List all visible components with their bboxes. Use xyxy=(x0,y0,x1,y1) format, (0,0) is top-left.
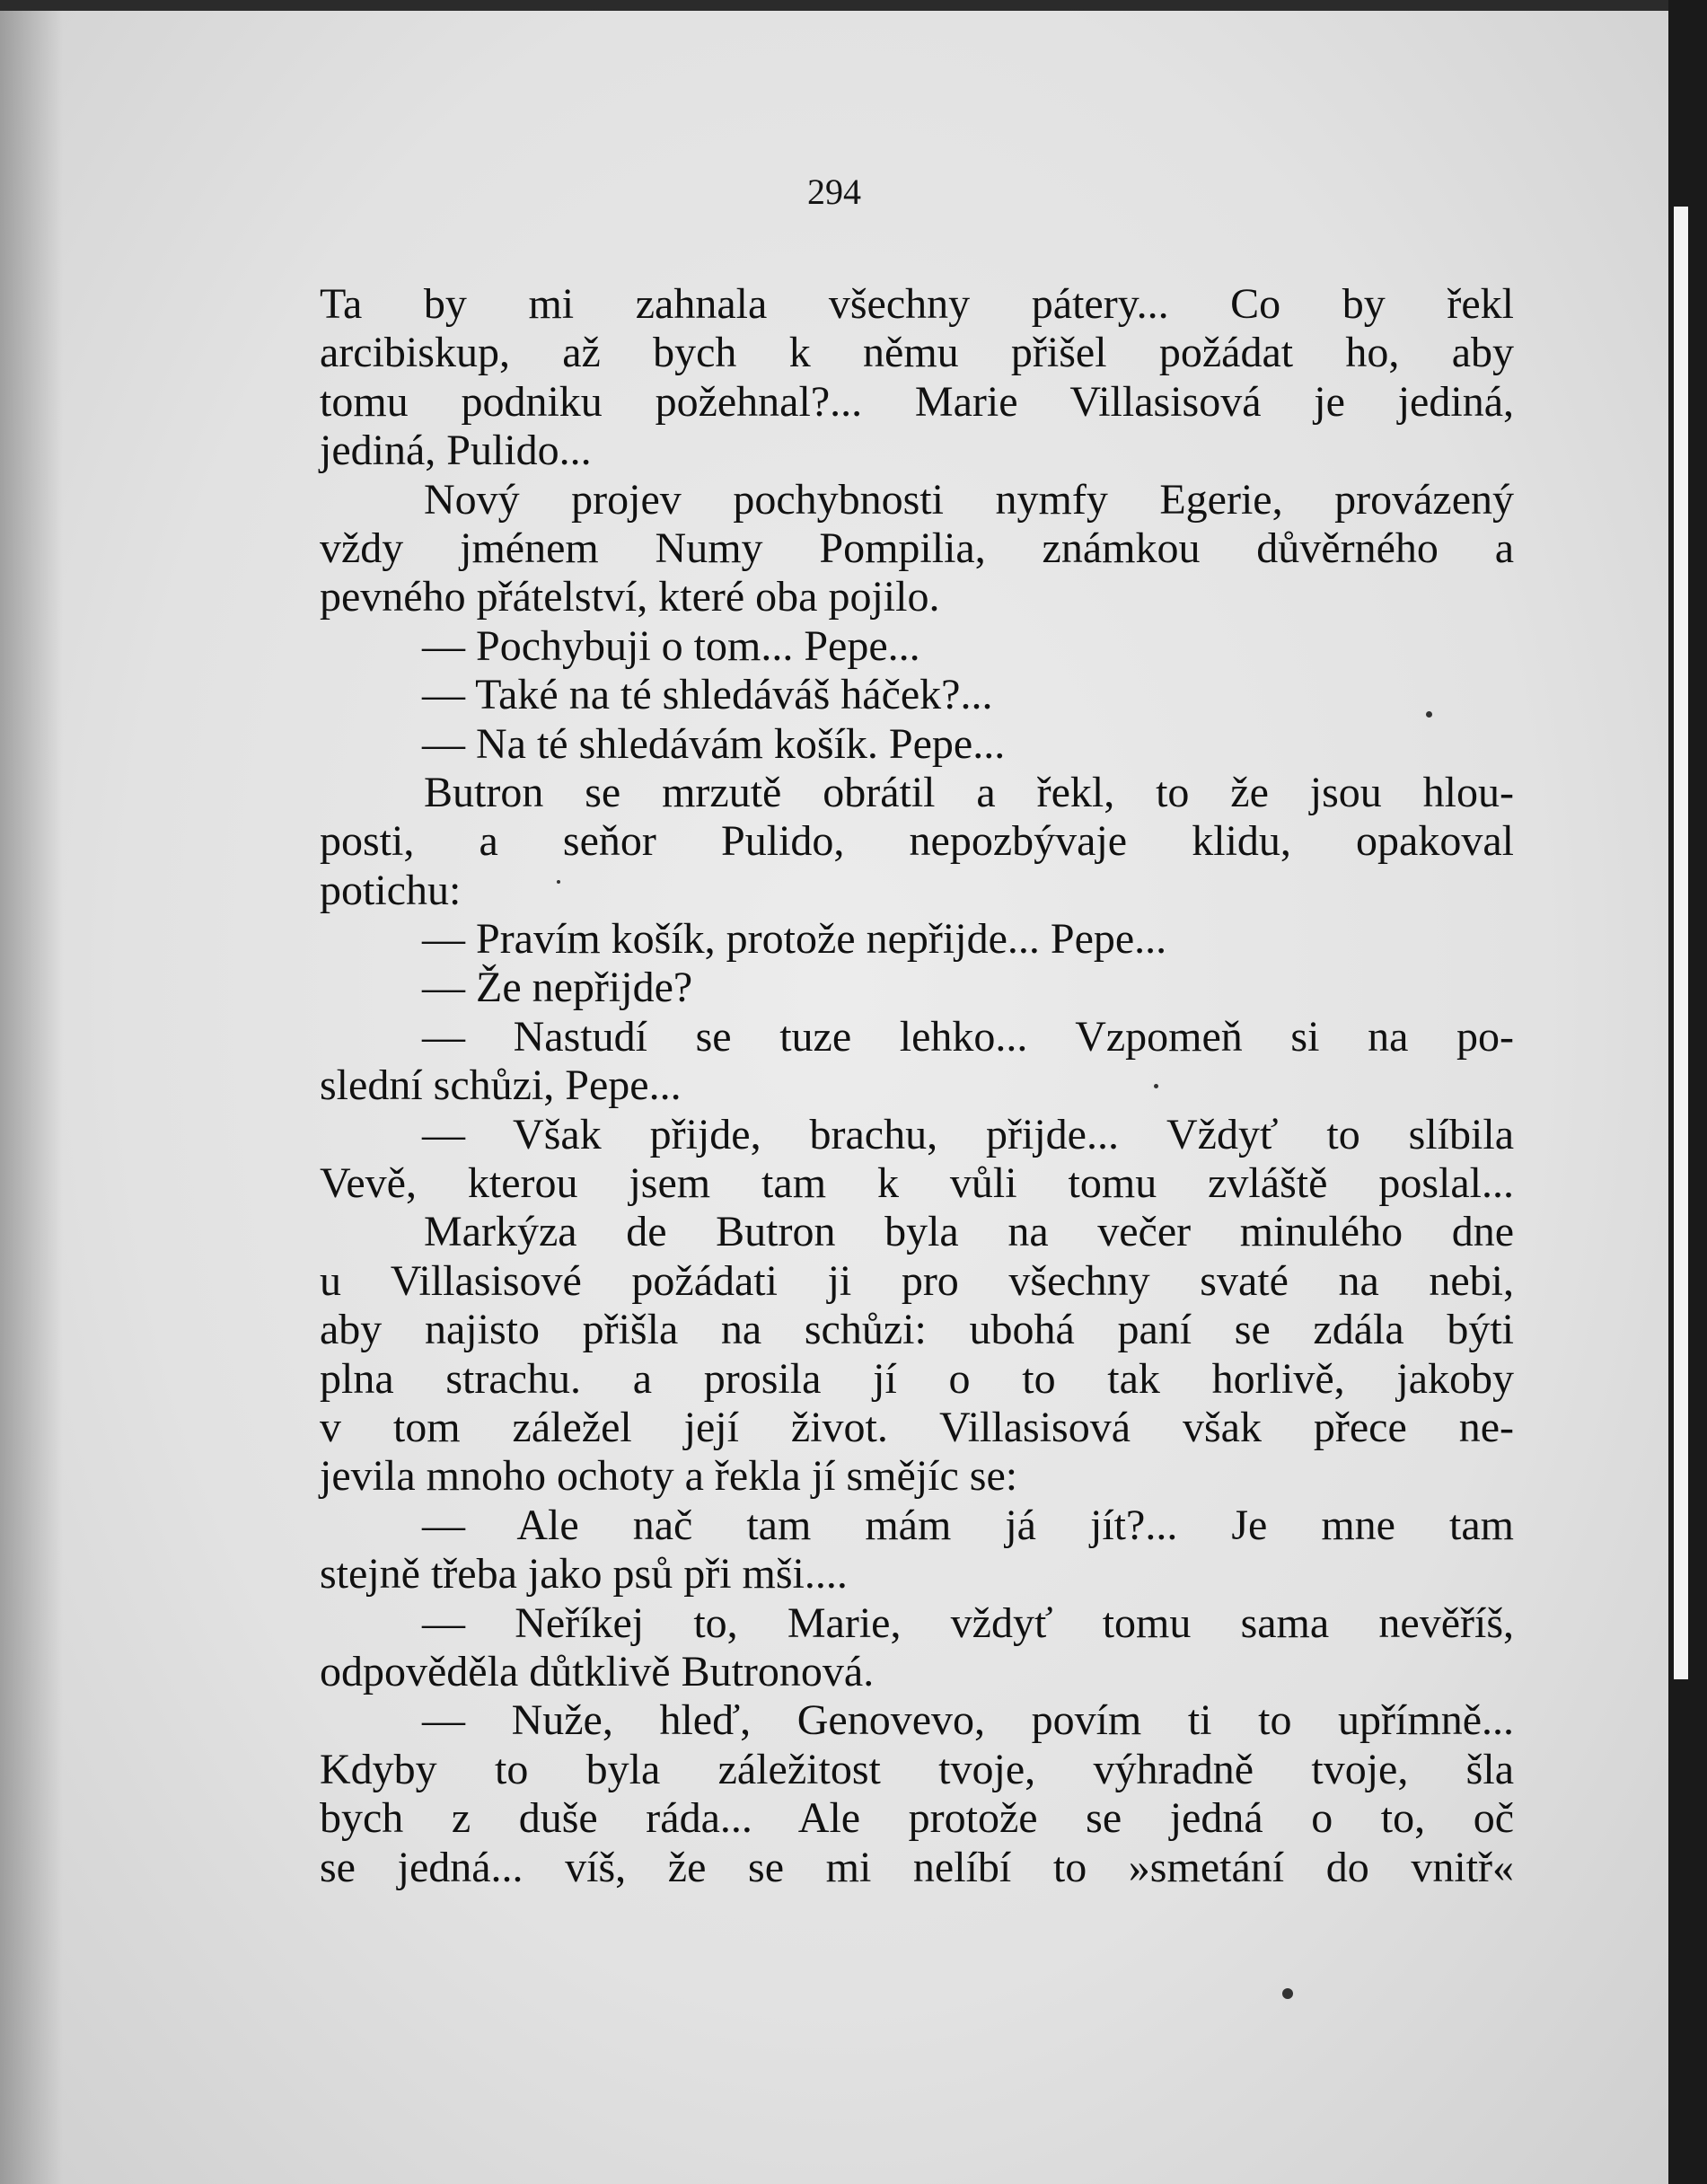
text-line: v tom záležel její život. Villasisová však přece ne- xyxy=(320,1403,1514,1451)
text-line: u Villasisové požádati ji pro všechny svaté na nebi, xyxy=(320,1256,1514,1305)
dialogue-line: — Pravím košík, protože nepřijde... Pepe... xyxy=(422,915,1167,964)
print-speck xyxy=(1154,1084,1158,1088)
text-line: Kdyby to byla záležitost tvoje, výhradně tvoje, šla xyxy=(320,1745,1514,1793)
text-line: arcibiskup, až bych k němu přišel požádat ho, aby xyxy=(320,329,1514,377)
text-line: aby najisto přišla na schůzi: ubohá paní se zdála býti xyxy=(320,1306,1514,1354)
dialogue-line: — Nastudí se tuze lehko... Vzpomeň si na po- xyxy=(422,1012,1514,1061)
text-line: plna strachu. a prosila jí o to tak horlivě, jakoby xyxy=(320,1354,1514,1403)
text-line: Nový projev pochybnosti nymfy Egerie, provázený xyxy=(424,475,1514,524)
dialogue-line: — Však přijde, brachu, přijde... Vždyť to slíbila xyxy=(422,1110,1514,1158)
dialogue-line: — Že nepřijde? xyxy=(422,964,693,1012)
print-speck xyxy=(1426,711,1432,718)
text-line: Markýza de Butron byla na večer minulého dne xyxy=(424,1208,1514,1256)
text-line: Ta by mi zahnala všechny pátery... Co by řekl xyxy=(320,280,1514,328)
text-line: potichu: xyxy=(320,866,462,914)
text-line: se jedná... víš, že se mi nelíbí to »smetání do vnitř« xyxy=(320,1843,1514,1891)
text-line: posti, a seňor Pulido, nepozbývaje klidu, opakoval xyxy=(320,817,1514,866)
print-speck xyxy=(557,880,560,884)
body-text xyxy=(320,280,1514,1892)
text-line: vždy jménem Numy Pompilia, známkou důvěrného a xyxy=(320,524,1514,572)
dialogue-line: — Také na té shledáváš háček?... xyxy=(422,671,993,719)
text-line: slední schůzi, Pepe... xyxy=(320,1061,682,1110)
text-line: jevila mnoho ochoty a řekla jí smějíc se: xyxy=(320,1452,1018,1501)
page-number: 294 xyxy=(807,172,861,212)
page-gutter-shadow xyxy=(0,11,63,2184)
book-edge xyxy=(1668,0,1707,2184)
book-edge-strip xyxy=(1674,207,1688,1679)
text-line: jediná, Pulido... xyxy=(320,427,592,475)
text-line: odpověděla důtklivě Butronová. xyxy=(320,1647,875,1695)
text-line: Vevě, kterou jsem tam k vůli tomu zvláště poslal... xyxy=(320,1159,1514,1208)
text-line: stejně třeba jako psů při mši.... xyxy=(320,1550,848,1598)
dialogue-line: — Ale nač tam mám já jít?... Je mne tam xyxy=(422,1501,1514,1549)
text-line: tomu podniku požehnal?... Marie Villasisová je jediná, xyxy=(320,377,1514,426)
text-line: bych z duše ráda... Ale protože se jedná o to, oč xyxy=(320,1794,1514,1843)
book-page xyxy=(0,11,1668,2184)
dialogue-line: — Pochybuji o tom... Pepe... xyxy=(422,621,920,670)
text-line: Butron se mrzutě obrátil a řekl, to že jsou hlou- xyxy=(424,768,1514,816)
print-speck xyxy=(1282,1988,1293,1999)
text-line: pevného přátelství, které oba pojilo. xyxy=(320,573,940,621)
dialogue-line: — Na té shledávám košík. Pepe... xyxy=(422,719,1006,768)
dialogue-line: — Nuže, hleď, Genovevo, povím ti to upřímně... xyxy=(422,1696,1514,1745)
dialogue-line: — Neříkej to, Marie, vždyť tomu sama nevěříš, xyxy=(422,1598,1514,1647)
